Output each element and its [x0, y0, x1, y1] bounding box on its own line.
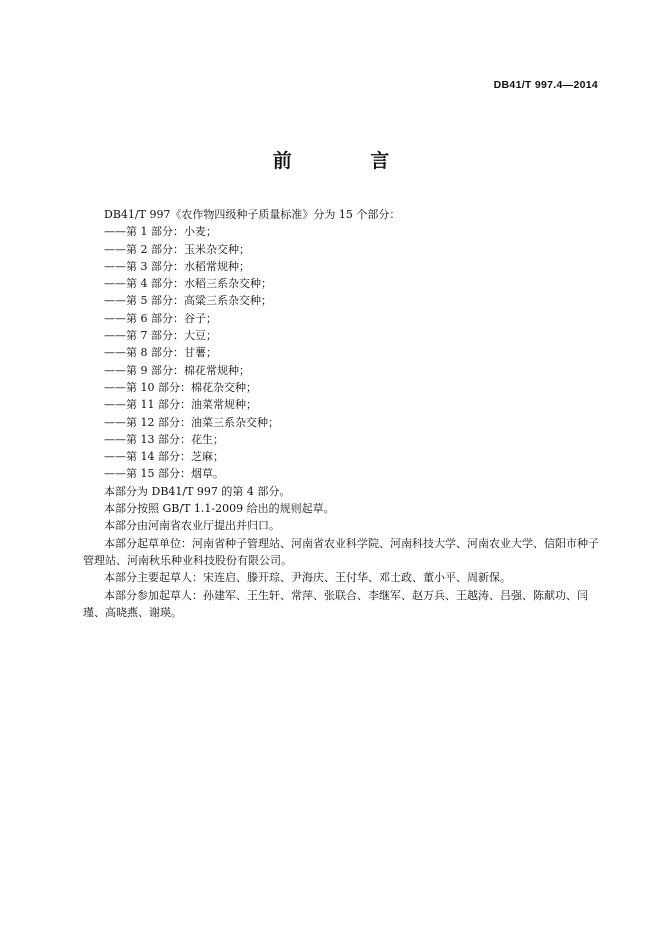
list-item: ——第 11 部分：油菜常规种；	[104, 398, 257, 412]
list-item: ——第 15 部分：烟草。	[104, 467, 224, 481]
list-item: ——第 9 部分：棉花常规种；	[104, 363, 250, 377]
list-item: ——第 10 部分：棉花杂交种；	[104, 380, 257, 394]
list-item: ——第 12 部分：油菜三系杂交种；	[104, 415, 279, 429]
list-item: ——第 8 部分：甘薯；	[104, 346, 217, 360]
list-item: ——第 5 部分：高粱三系杂交种；	[104, 294, 272, 308]
list-item: ——第 13 部分：花生；	[104, 432, 224, 446]
drafting-rules-paragraph: 本部分按照 GB/T 1.1-2009 给出的规则起草。	[104, 502, 335, 516]
foreword-body	[83, 206, 603, 621]
main-drafters-paragraph: 本部分主要起草人：宋连启、滕开琮、尹海庆、王付华、邓士政、董小平、周新保。	[104, 571, 511, 585]
drafting-units-paragraph: 本部分起草单位：河南省种子管理站、河南省农业科学院、河南科技大学、河南农业大学、信阳市种子管理站、河南秋乐种业科技股份有限公司。	[83, 536, 599, 567]
list-item: ——第 7 部分：大豆；	[104, 329, 217, 343]
list-item: ——第 4 部分：水稻三系杂交种；	[104, 277, 272, 291]
parts-list	[83, 223, 603, 482]
intro-paragraph: DB41/T 997《农作物四级种子质量标准》分为 15 个部分：	[104, 208, 401, 221]
proposed-by-paragraph: 本部分由河南省农业厅提出并归口。	[104, 519, 280, 533]
list-item: ——第 3 部分：水稻常规种；	[104, 259, 250, 273]
list-item: ——第 14 部分：芝麻；	[104, 450, 224, 464]
list-item: ——第 1 部分：小麦；	[104, 225, 217, 239]
page-title: 前 言	[272, 150, 426, 172]
participating-drafters-paragraph: 本部分参加起草人：孙建军、王生轩、常萍、张联合、李继军、赵万兵、王越涛、吕强、陈献功、闫瑾、高晓燕、谢瑛。	[83, 588, 588, 619]
list-item: ——第 2 部分：玉米杂交种；	[104, 242, 250, 256]
part-number-paragraph: 本部分为 DB41/T 997 的第 4 部分。	[104, 484, 291, 498]
list-item: ——第 6 部分：谷子；	[104, 311, 217, 325]
document-code: DB41/T 997.4—2014	[493, 79, 598, 91]
